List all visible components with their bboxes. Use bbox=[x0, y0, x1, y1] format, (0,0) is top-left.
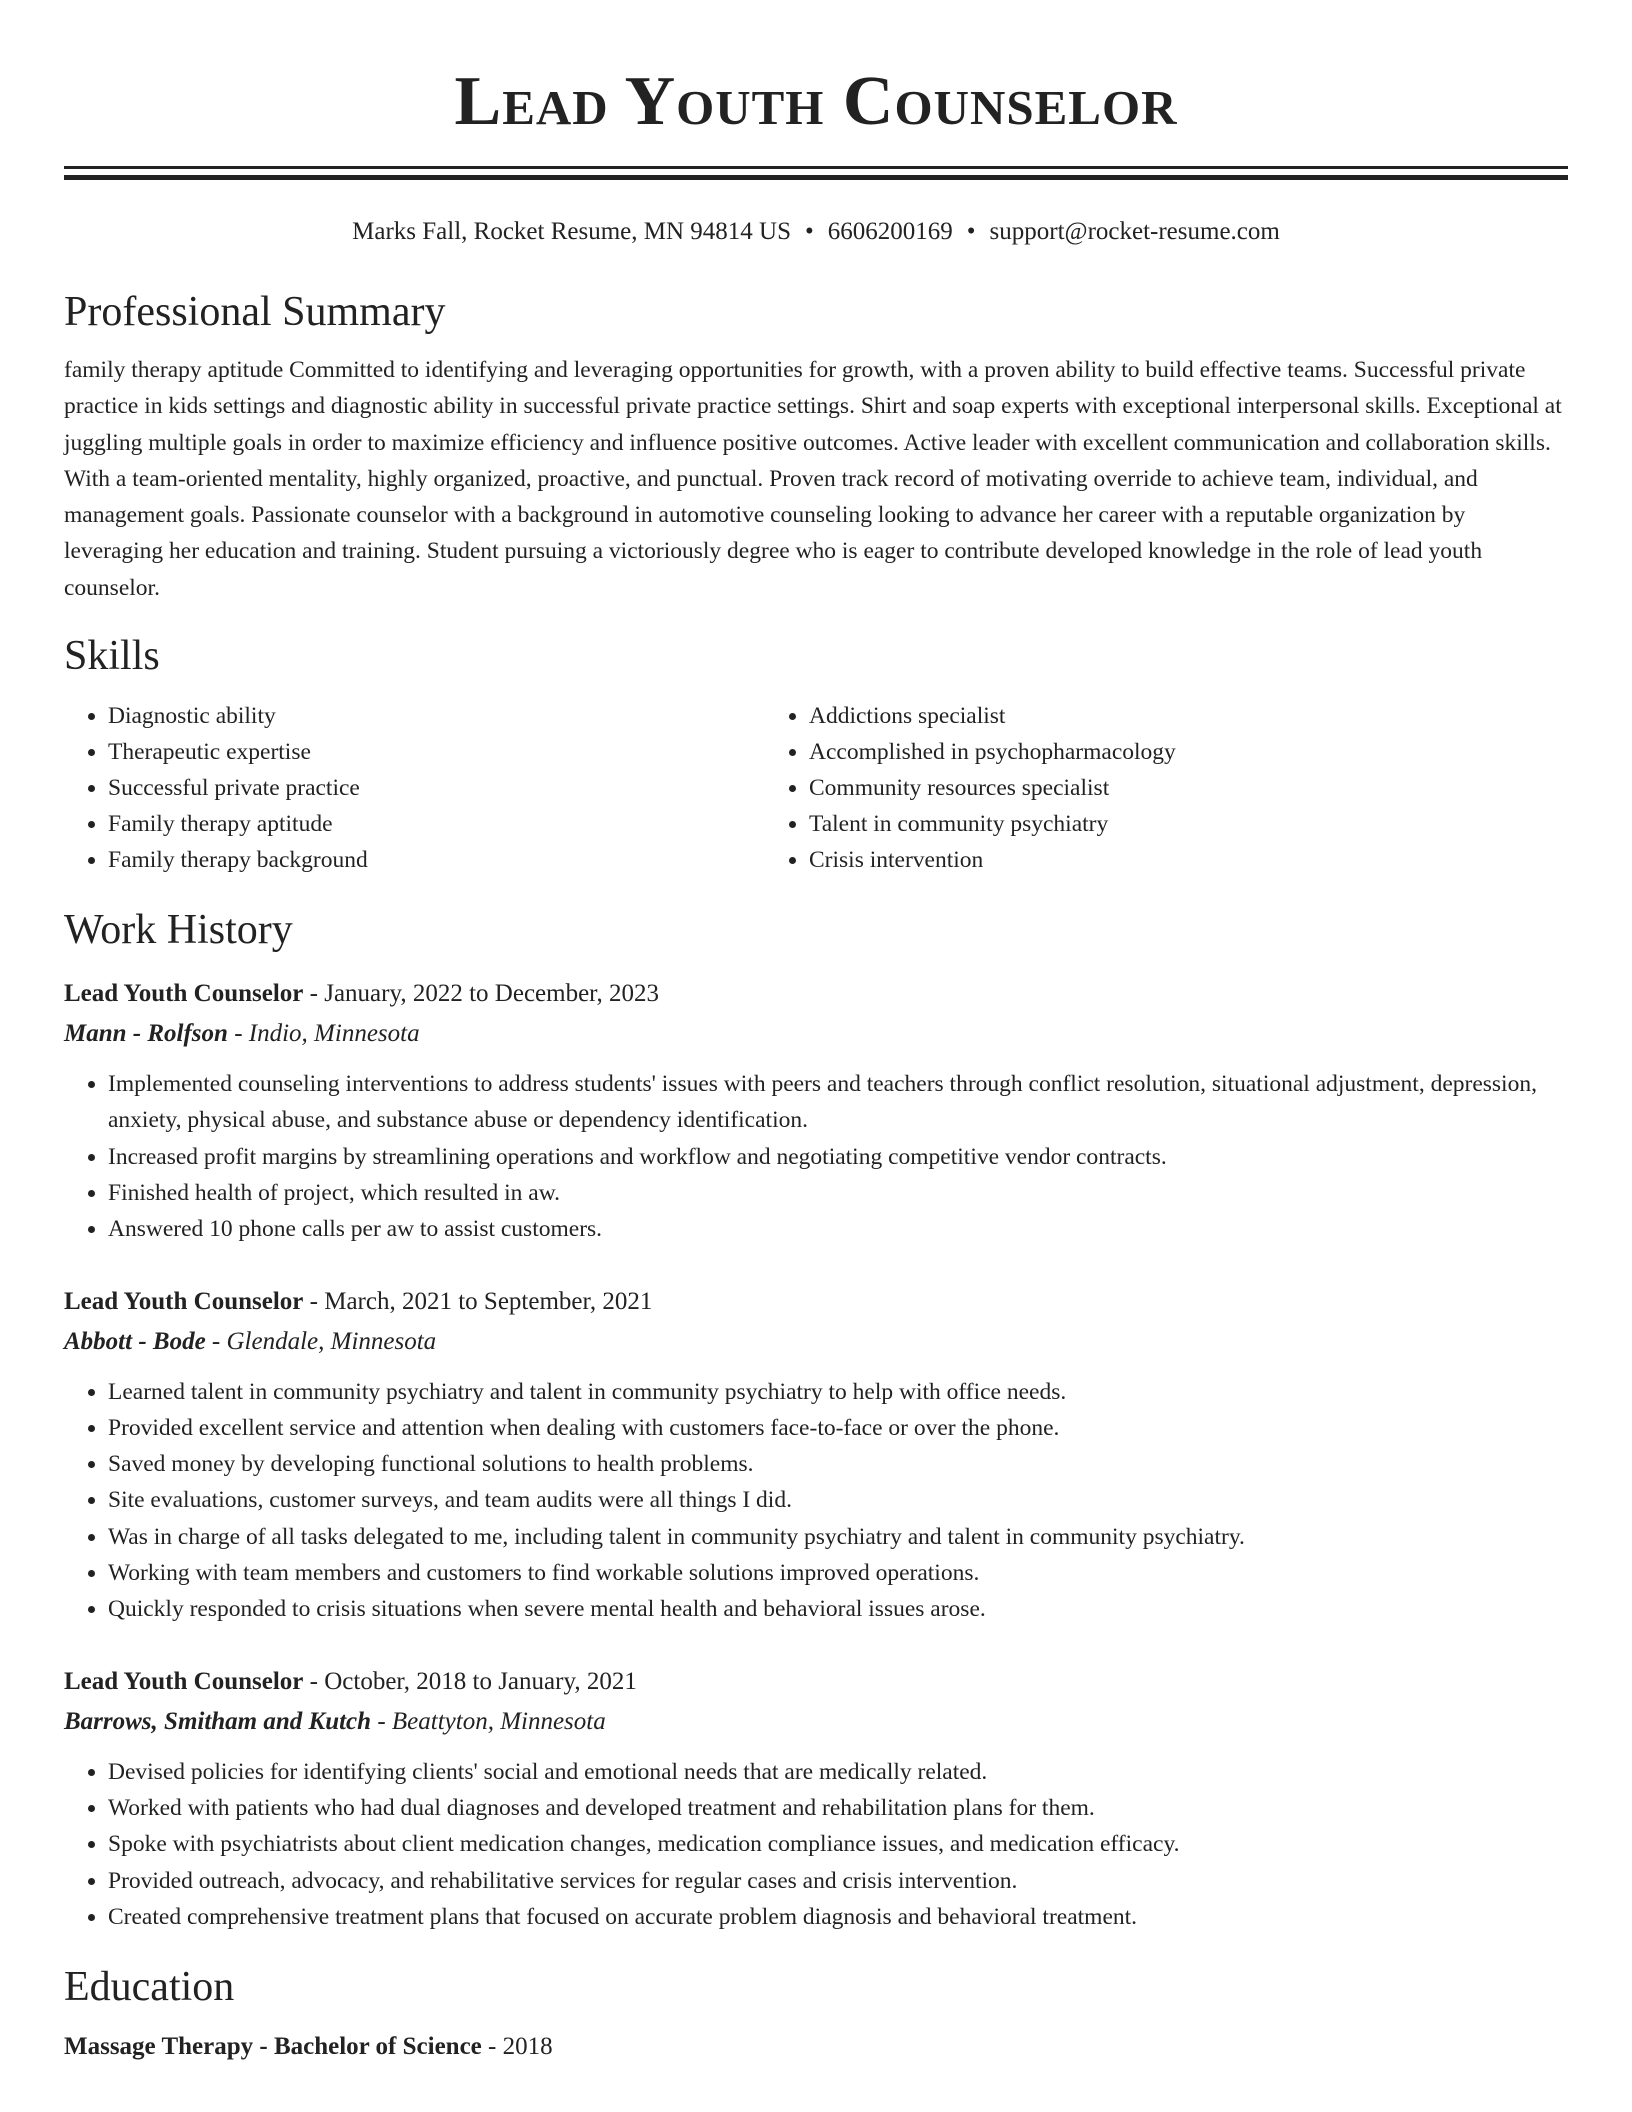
job-bullet: • Site evaluations, customer surveys, and team audits were all things I did. bbox=[108, 1482, 1568, 1518]
job-bullet: • Worked with patients who had dual diagnoses and developed treatment and rehabilitation plans for them. bbox=[108, 1790, 1568, 1826]
skills-column-left bbox=[64, 698, 762, 878]
job-company: Barrows, Smitham and Kutch bbox=[64, 1707, 372, 1735]
job-company: Mann - Rolfson bbox=[64, 1020, 228, 1048]
job-bullet: • Answered 10 phone calls per aw to assist customers. bbox=[108, 1211, 1568, 1247]
skills-heading: Skills bbox=[64, 633, 160, 680]
job-bullet: • Increased profit margins by streamlining operations and workflow and negotiating competitive vendor contracts. bbox=[108, 1139, 1568, 1175]
contact-separator: • bbox=[805, 218, 814, 245]
job-dates: - January, 2022 to December, 2023 bbox=[303, 980, 660, 1008]
job-bullets bbox=[64, 1066, 1568, 1247]
header-rule-thin bbox=[64, 166, 1568, 169]
summary-heading: Professional Summary bbox=[64, 289, 446, 335]
skill-item: • Community resources specialist bbox=[809, 770, 1460, 806]
job-location: - Beattyton, Minnesota bbox=[371, 1707, 606, 1735]
job-company-line bbox=[64, 1702, 1568, 1742]
skill-item: • Talent in community psychiatry bbox=[809, 806, 1460, 842]
job-bullet: • Working with team members and customers to find workable solutions improved operations. bbox=[108, 1555, 1568, 1591]
job-bullet: • Spoke with psychiatrists about client medication changes, medication compliance issues, and medication efficacy. bbox=[108, 1826, 1568, 1862]
job-bullet: • Devised policies for identifying clients' social and emotional needs that are medically related. bbox=[108, 1754, 1568, 1790]
job-bullet: • Saved money by developing functional solutions to health problems. bbox=[108, 1446, 1568, 1482]
job-entry bbox=[64, 1662, 1568, 1935]
skill-item: • Successful private practice bbox=[108, 770, 762, 806]
job-title: Lead Youth Counselor bbox=[64, 1667, 304, 1695]
skill-item: • Crisis intervention bbox=[809, 842, 1460, 878]
contact-phone: 6606200169 bbox=[827, 218, 953, 245]
job-title-line bbox=[64, 1662, 1568, 1702]
job-entry bbox=[64, 974, 1568, 1247]
job-bullet: • Provided outreach, advocacy, and rehabilitative services for regular cases and crisis intervention. bbox=[108, 1863, 1568, 1899]
education-entry bbox=[64, 2027, 1568, 2067]
job-title: Lead Youth Counselor bbox=[64, 1287, 304, 1315]
skill-item: • Accomplished in psychopharmacology bbox=[809, 734, 1460, 770]
education-year: - 2018 bbox=[481, 2033, 553, 2061]
contact-address: Marks Fall, Rocket Resume, MN 94814 US bbox=[352, 218, 792, 245]
job-title-line bbox=[64, 1282, 1568, 1322]
education-degree: Massage Therapy - Bachelor of Science bbox=[64, 2033, 482, 2061]
job-bullet: • Learned talent in community psychiatry and talent in community psychiatry to help with office needs. bbox=[108, 1374, 1568, 1410]
job-bullet: • Created comprehensive treatment plans that focused on accurate problem diagnosis and behavioral treatment. bbox=[108, 1899, 1568, 1935]
skill-item: • Family therapy aptitude bbox=[108, 806, 762, 842]
job-bullet: • Quickly responded to crisis situations when severe mental health and behavioral issues arose. bbox=[108, 1591, 1568, 1627]
job-dates: - March, 2021 to September, 2021 bbox=[303, 1287, 653, 1315]
job-bullet: • Finished health of project, which resulted in aw. bbox=[108, 1175, 1568, 1211]
skill-item: • Family therapy background bbox=[108, 842, 762, 878]
job-company-line bbox=[64, 1322, 1568, 1362]
skills-column-right bbox=[762, 698, 1460, 878]
skill-item: • Therapeutic expertise bbox=[108, 734, 762, 770]
job-company-line bbox=[64, 1014, 1568, 1054]
job-bullets bbox=[64, 1754, 1568, 1935]
header-rule-thick bbox=[64, 175, 1568, 180]
job-location: - Glendale, Minnesota bbox=[205, 1327, 437, 1355]
contact-separator: • bbox=[966, 218, 976, 245]
job-company: Abbott - Bode bbox=[64, 1327, 206, 1355]
job-bullet: • Implemented counseling interventions to address students' issues with peers and teachers through conflict resolution, situational adjustment, depression, anxiety, physical abuse, and substance abuse or dependency identification. bbox=[108, 1066, 1568, 1139]
job-dates: - October, 2018 to January, 2021 bbox=[303, 1667, 637, 1695]
summary-text: family therapy aptitude Committed to identifying and leveraging opportunities for growth, with a proven ability to build effective teams. Successful private practice in kids settings and diagnostic ability in successful private practice settings. Shirt and soap experts with exceptional interpersonal skills. Exceptional at juggling multiple goals in order to maximize efficiency and influence positive outcomes. Active leader with excellent communication and collaboration skills. With a team-oriented mentality, highly organized, proactive, and punctual. Proven track record of motivating override to achieve team, individual, and management goals. Passionate counselor with a background in automotive counseling looking to advance her career with a reputable organization by leveraging her education and training. Student pursuing a victoriously degree who is eager to contribute developed knowledge in the role of lead youth counselor. bbox=[64, 357, 1562, 601]
job-location: - Indio, Minnesota bbox=[227, 1020, 420, 1048]
job-bullet: • Provided excellent service and attention when dealing with customers face-to-face or over the phone. bbox=[108, 1410, 1568, 1446]
skill-item: • Addictions specialist bbox=[809, 698, 1460, 734]
job-bullet: • Was in charge of all tasks delegated to me, including talent in community psychiatry and talent in community psychiatry. bbox=[108, 1519, 1568, 1555]
work-history-heading: Work History bbox=[64, 907, 293, 954]
job-entry bbox=[64, 1282, 1568, 1628]
job-title: Lead Youth Counselor bbox=[64, 980, 304, 1008]
skills-list bbox=[64, 698, 1568, 878]
job-bullets bbox=[64, 1374, 1568, 1628]
job-title-line bbox=[64, 974, 1568, 1014]
education-heading: Education bbox=[64, 1964, 235, 2011]
resume-name: Lead Youth Counselor bbox=[454, 63, 1178, 140]
contact-line bbox=[64, 216, 1568, 248]
skill-item: • Diagnostic ability bbox=[108, 698, 762, 734]
contact-email: support@rocket-resume.com bbox=[989, 218, 1280, 245]
